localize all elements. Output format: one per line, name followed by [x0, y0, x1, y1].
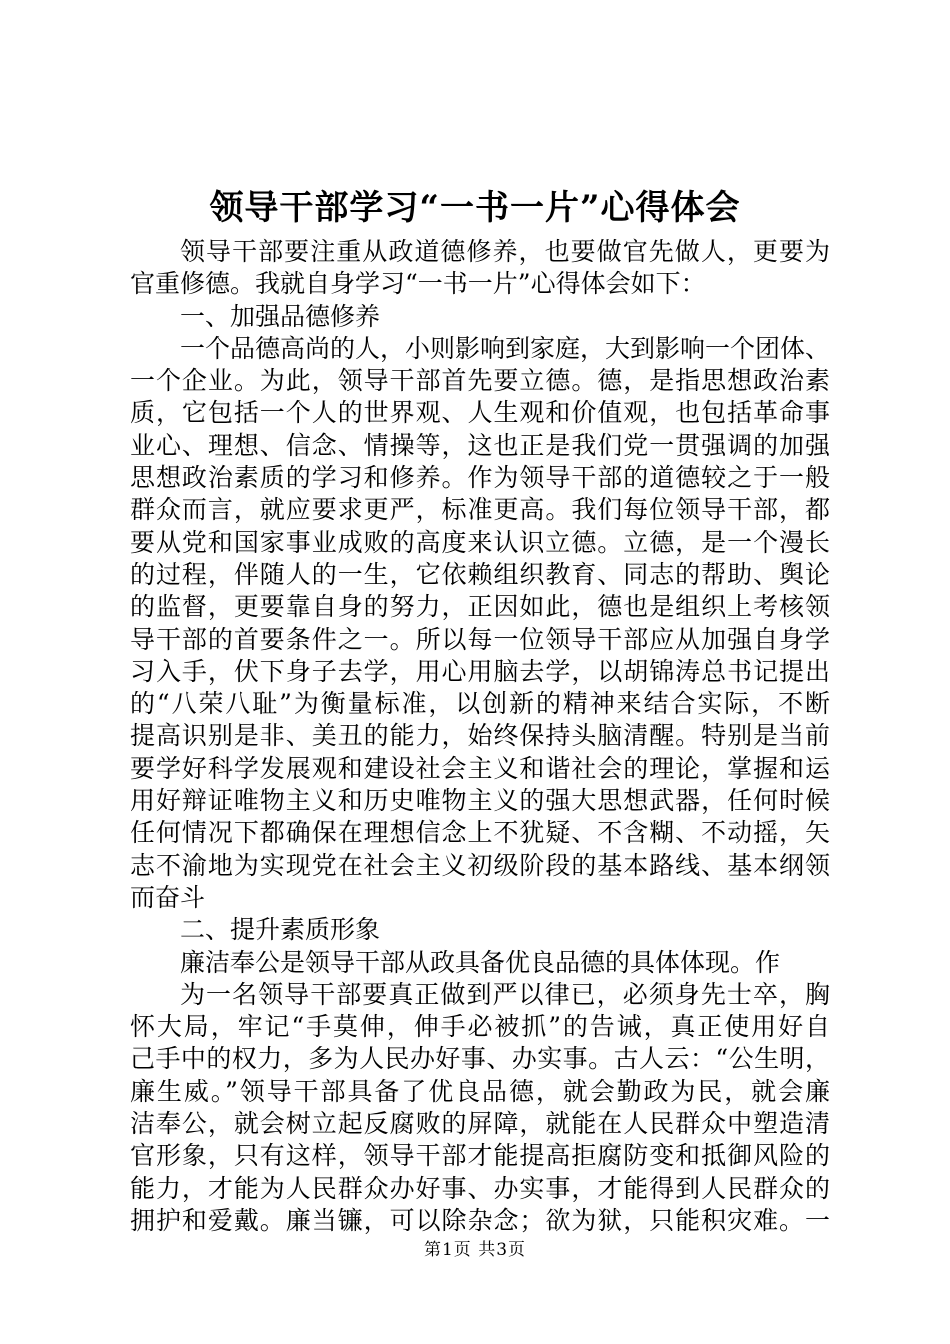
page-title: 领导干部学习“一书一片”心得体会	[209, 188, 741, 228]
text-line: 业心、理想、信念、情操等，这也正是我们党一贯强调的加强	[130, 430, 830, 460]
text-line: 一个企业。为此，领导干部首先要立德。德，是指思想政治素	[130, 366, 830, 396]
section-heading: 一、加强品德修养	[180, 301, 381, 331]
text-line: 志不渝地为实现党在社会主义初级阶段的基本路线、基本纲领	[130, 850, 830, 880]
text-line: 的“八荣八耻”为衡量标准，以创新的精神来结合实际，不断	[130, 689, 830, 719]
document-body	[130, 236, 830, 1237]
text-line: 一个品德高尚的人，小则影响到家庭，大到影响一个团体、	[180, 333, 831, 363]
text-line: 导干部的首要条件之一。所以每一位领导干部应从加强自身学	[130, 624, 830, 654]
text-line: 的监督，更要靠自身的努力，正因如此，德也是组织上考核领	[130, 592, 830, 622]
text-line: 群众而言，就应要求更严，标准更高。我们每位领导干部，都	[130, 495, 830, 525]
text-line: 廉生威。”领导干部具备了优良品德，就会勤政为民，就会廉	[130, 1076, 830, 1106]
text-line: 任何情况下都确保在理想信念上不犹疑、不含糊、不动摇，矢	[130, 818, 830, 848]
text-line: 官重修德。我就自身学习“一书一片”心得体会如下：	[130, 269, 706, 299]
text-line: 怀大局，牢记“手莫伸，伸手必被抓”的告诫，真正使用好自	[130, 1012, 830, 1042]
text-line: 己手中的权力，多为人民办好事、办实事。古人云：“公生明，	[130, 1044, 830, 1074]
text-line: 而奋斗	[130, 882, 206, 912]
text-line: 为一名领导干部要真正做到严以律已，必须身先士卒，胸	[180, 979, 830, 1009]
text-line: 廉洁奉公是领导干部从政具备优良品德的具体体现。作	[180, 947, 781, 977]
text-line: 能力，才能为人民群众办好事、办实事，才能得到人民群众的	[130, 1173, 830, 1203]
text-line: 洁奉公，就会树立起反腐败的屏障，就能在人民群众中塑造清	[130, 1109, 830, 1139]
text-line: 习入手，伏下身子去学，用心用脑去学，以胡锦涛总书记提出	[130, 656, 830, 686]
text-line: 要从党和国家事业成败的高度来认识立德。立德，是一个漫长	[130, 527, 830, 557]
text-line: 拥护和爱戴。廉当镰，可以除杂念；欲为狱，只能积灾难。一	[130, 1205, 830, 1235]
text-line: 领导干部要注重从政道德修养，也要做官先做人，更要为	[180, 237, 830, 266]
page-footer: 第1页 共3页	[423, 1240, 527, 1260]
text-line: 的过程，伴随人的一生，它依赖组织教育、同志的帮助、舆论	[130, 559, 830, 589]
text-line: 用好辩证唯物主义和历史唯物主义的强大思想武器，任何时候	[130, 786, 830, 816]
text-line: 要学好科学发展观和建设社会主义和谐社会的理论，掌握和运	[130, 753, 830, 783]
section-heading: 二、提升素质形象	[180, 915, 381, 945]
text-line: 提高识别是非、美丑的能力，始终保持头脑清醒。特别是当前	[130, 721, 830, 751]
text-line: 官形象，只有这样，领导干部才能提高拒腐防变和抵御风险的	[130, 1141, 830, 1171]
text-line: 质，它包括一个人的世界观、人生观和价值观，也包括革命事	[130, 398, 830, 428]
text-line: 思想政治素质的学习和修养。作为领导干部的道德较之于一般	[130, 463, 830, 493]
